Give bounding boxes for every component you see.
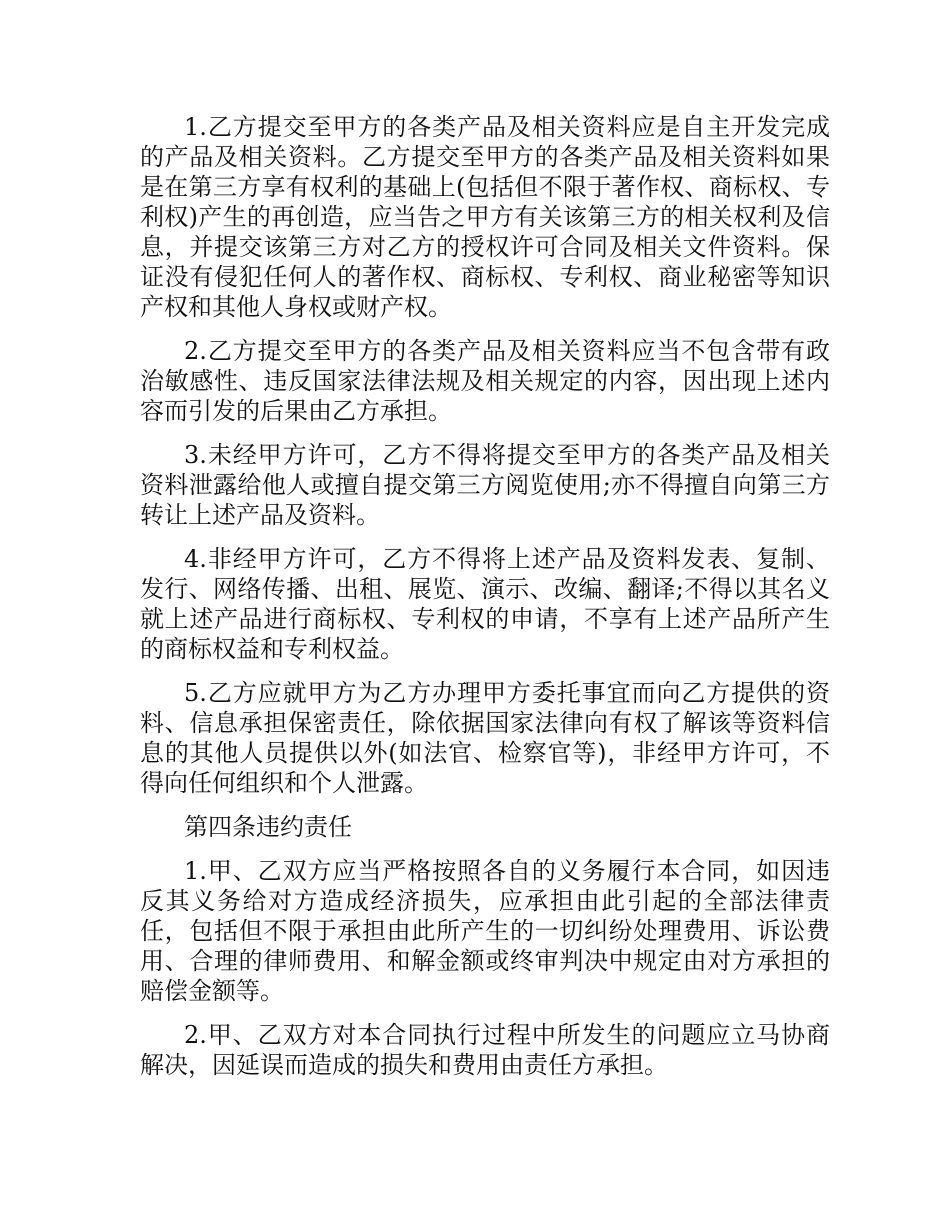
paragraph-liability-1: 1.甲、乙双方应当严格按照各自的义务履行本合同，如因违反其义务给对方造成经济损失，应承担由此引起的全部法律责任，包括但不限于承担由此所产生的一切纠纷处理费用、诉讼费用、合理的律师费用、和解金额或终审判决中规定由对方承担的赔偿金额等。 bbox=[140, 857, 830, 1005]
paragraph-clause-1: 1.乙方提交至甲方的各类产品及相关资料应是自主开发完成的产品及相关资料。乙方提交至甲方的各类产品及相关资料如果是在第三方享有权利的基础上(包括但不限于著作权、商标权、专利权)产生的再创造，应当告之甲方有关该第三方的相关权利及信息，并提交该第三方对乙方的授权许可合同及相关文件资料。保证没有侵犯任何人的著作权、商标权、专利权、商业秘密等知识产权和其他人身权或财产权。 bbox=[140, 113, 830, 321]
paragraph-clause-3: 3.未经甲方许可，乙方不得将提交至甲方的各类产品及相关资料泄露给他人或擅自提交第三方阅览使用;亦不得擅自向第三方转让上述产品及资料。 bbox=[140, 441, 830, 529]
paragraph-liability-2: 2.甲、乙双方对本合同执行过程中所发生的问题应立马协商解决，因延误而造成的损失和费用由责任方承担。 bbox=[140, 1021, 830, 1079]
document-body bbox=[140, 112, 830, 1094]
section-heading: 第四条违约责任 bbox=[184, 813, 352, 841]
paragraph-clause-5: 5.乙方应就甲方为乙方办理甲方委托事宜而向乙方提供的资料、信息承担保密责任，除依据国家法律向有权了解该等资料信息的其他人员提供以外(如法官、检察官等)，非经甲方许可，不得向任何组织和个人泄露。 bbox=[140, 679, 830, 797]
paragraph-clause-2: 2.乙方提交至甲方的各类产品及相关资料应当不包含带有政治敏感性、违反国家法律法规及相关规定的内容，因出现上述内容而引发的后果由乙方承担。 bbox=[140, 337, 830, 425]
paragraph-clause-4: 4.非经甲方许可，乙方不得将上述产品及资料发表、复制、发行、网络传播、出租、展览、演示、改编、翻译;不得以其名义就上述产品进行商标权、专利权的申请，不享有上述产品所产生的商标权益和专利权益。 bbox=[140, 545, 830, 663]
